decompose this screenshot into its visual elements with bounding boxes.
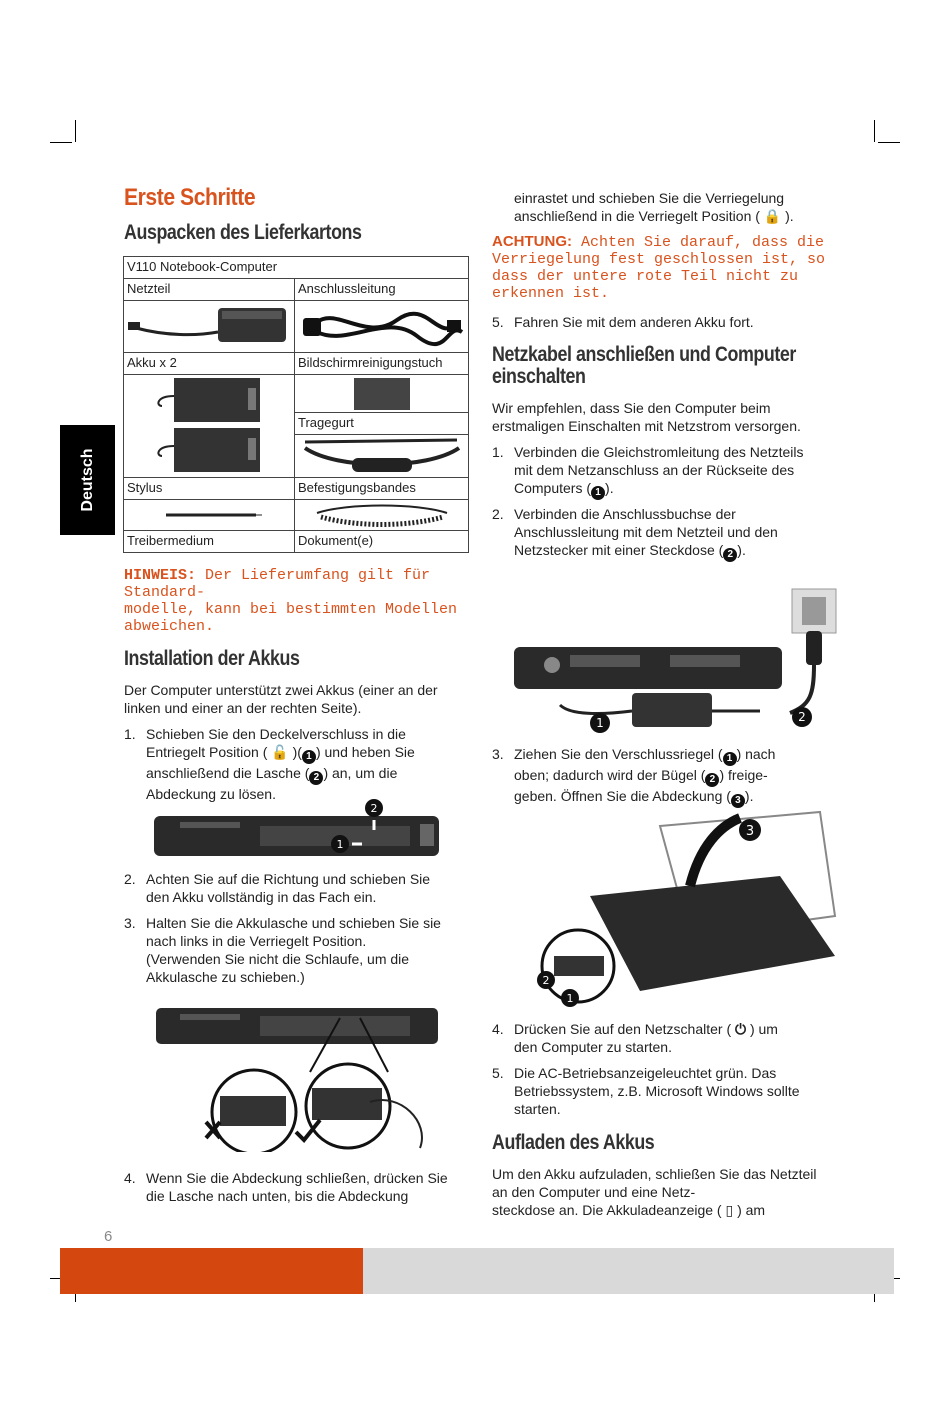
note-achtung [492, 233, 852, 302]
callout-1-icon: 1 [591, 486, 605, 500]
step-text: Anschlussleitung mit dem Netzteil und den [514, 524, 778, 540]
step-text: oben; dadurch wird der Bügel ( [514, 767, 706, 783]
step-4-continued [514, 189, 854, 225]
note-text: Verriegelung fest geschlossen ist, so [492, 251, 826, 268]
table-cell-anschlussleitung: Anschlussleitung [294, 278, 469, 301]
step-text: ) und heben Sie [315, 744, 415, 760]
crop-mark [75, 120, 76, 142]
step-text: Fahren Sie mit dem anderen Akku fort. [514, 314, 754, 330]
step-text: ) an, um die [323, 765, 398, 781]
table-cell-treiber: Treibermedium [123, 530, 295, 553]
open-lid-illustration [530, 806, 840, 1011]
battery-intro [124, 681, 474, 717]
step-text: Netzstecker mit einer Steckdose ( [514, 542, 724, 558]
strap-illustration [297, 436, 467, 476]
stylus-illustration [126, 501, 292, 529]
step-text: Entriegelt Position ( [146, 744, 268, 760]
step-text: geben. Öffnen Sie die Abdeckung ( [514, 788, 731, 804]
step-text: starten. [514, 1101, 561, 1117]
step-text: den Computer zu starten. [514, 1039, 672, 1055]
step-text: die Lasche nach unten, bis die Abdeckung [146, 1188, 409, 1204]
crop-mark [874, 120, 875, 142]
section-heading-power [492, 344, 796, 388]
crop-mark [878, 142, 900, 143]
step-text: Achten Sie auf die Richtung und schieben Sie [146, 871, 431, 887]
step-text: den Akku vollständig in das Fach ein. [146, 889, 377, 905]
step-text: Wenn Sie die Abdeckung schließen, drücken Sie [146, 1170, 448, 1186]
note-text: erkennen ist. [492, 285, 610, 302]
note-label: ACHTUNG: [492, 233, 572, 250]
step-text: Abdeckung zu lösen. [146, 786, 276, 802]
table-cell-dokument: Dokument(e) [294, 530, 469, 553]
step-text: nach links in die Verriegelt Position. [146, 933, 367, 949]
step-text: mit dem Netzanschluss an der Rückseite des [514, 462, 795, 478]
power-intro [492, 399, 842, 435]
battery-latch-illustration [150, 796, 445, 860]
cleaning-cloth-illustration [297, 376, 467, 412]
intro-line: Der Computer unterstützt zwei Akkus (einer an der [124, 682, 438, 698]
step-text: ). [737, 542, 746, 558]
intro-line: linken und einer an der rechten Seite). [124, 700, 362, 716]
svg-text:2: 2 [370, 802, 378, 815]
step-text: ). [744, 788, 754, 804]
note-hinweis [124, 567, 484, 635]
callout-2-icon: 2 [309, 771, 323, 785]
crop-mark [50, 142, 72, 143]
step-text: anschließend die Lasche ( [146, 765, 310, 781]
note-text: dass der untere rote Teil nicht zu [492, 268, 799, 285]
section-heading-charging: Aufladen des Akkus [492, 1131, 655, 1154]
adapter-illustration [126, 302, 292, 352]
step-text: ) um [749, 1021, 778, 1037]
svg-text:2: 2 [798, 710, 806, 724]
tether-illustration [297, 501, 467, 529]
section-heading-battery: Installation der Akkus [124, 647, 300, 670]
step-number: 4. [124, 1170, 136, 1186]
note-text: modelle, kann bei bestimmten Modellen [124, 601, 458, 618]
note-label: HINWEIS: [124, 567, 197, 584]
step-number: 5. [492, 314, 504, 330]
step-number: 3. [124, 915, 136, 931]
table-cell-akku: Akku x 2 [123, 352, 295, 375]
step-text: ). [605, 480, 614, 496]
battery-lock-illustration [150, 1002, 450, 1152]
charge-line: ) am [737, 1202, 766, 1218]
step-text: Computers ( [514, 480, 592, 496]
step-text: einrastet und schieben Sie die Verriegelung [514, 190, 785, 206]
callout-1-icon: 1 [723, 752, 737, 766]
charging-text [492, 1165, 852, 1219]
footer-bar-accent [60, 1248, 363, 1294]
table-cell-stylus: Stylus [123, 477, 295, 500]
step-text: ). [785, 208, 794, 224]
page-title: Erste Schritte [124, 184, 256, 211]
step-text: Betriebssystem, z.B. Microsoft Windows sollte [514, 1083, 800, 1099]
language-tab-label: Deutsch [78, 448, 96, 512]
table-cell-befestigung: Befestigungsbandes [294, 477, 469, 500]
charge-line: an den Computer und eine Netz- [492, 1184, 696, 1200]
svg-text:1: 1 [596, 716, 604, 730]
svg-text:2: 2 [542, 974, 550, 987]
power-icon: ⏻ [735, 1021, 747, 1037]
table-row-notebook: V110 Notebook-Computer [123, 256, 469, 279]
note-text: abweichen. [124, 618, 215, 635]
footer-bar [363, 1248, 894, 1294]
table-cell-tragegurt: Tragegurt [294, 412, 469, 435]
language-tab [60, 425, 115, 535]
step-text: Verbinden die Anschlussbuchse der [514, 506, 736, 522]
step-text: Akkulasche zu schieben.) [146, 969, 305, 985]
step-number: 2. [124, 871, 136, 887]
callout-1-icon: 1 [302, 750, 316, 764]
svg-text:1: 1 [566, 992, 574, 1005]
table-cell-bildschirm: Bildschirmreinigungstuch [294, 352, 469, 375]
intro-line: Wir empfehlen, dass Sie den Computer beim [492, 400, 771, 416]
section-heading-unpack: Auspacken des Lieferkartons [124, 221, 362, 244]
battery-charge-icon: ▯ [725, 1202, 734, 1218]
step-text: Verbinden die Gleichstromleitung des Netzteils [514, 444, 804, 460]
power-cord-illustration [297, 302, 467, 352]
step-number: 2. [492, 506, 504, 522]
charge-line: steckdose an. Die Akkuladeanzeige ( [492, 1202, 722, 1218]
note-text: Achten Sie darauf, dass die [572, 234, 825, 251]
step-text: ) freige- [719, 767, 768, 783]
table-cell-netzteil: Netzteil [123, 278, 295, 301]
step-text: Schieben Sie den Deckelverschluss in die [146, 726, 406, 742]
heading-line: Netzkabel anschließen und Computer [492, 343, 796, 366]
step-text: ) nach [736, 746, 776, 762]
page-number: 6 [104, 1228, 113, 1245]
unlock-icon: 🔓 [271, 744, 289, 760]
step-text: Halten Sie die Akkulasche und schieben Sie sie [146, 915, 441, 931]
intro-line: erstmaligen Einschalten mit Netzstrom versorgen. [492, 418, 801, 434]
power-connection-illustration [510, 585, 840, 740]
step-text: (Verwenden Sie nicht die Schlaufe, um die [146, 951, 410, 967]
callout-2-icon: 2 [723, 548, 737, 562]
heading-line: einschalten [492, 365, 586, 388]
step-number: 1. [124, 726, 136, 742]
step-number: 5. [492, 1065, 504, 1081]
lock-icon: 🔒 [763, 208, 782, 224]
charge-line: Um den Akku aufzuladen, schließen Sie das Netzteil [492, 1166, 817, 1182]
step-text: Drücken Sie auf den Netzschalter ( [514, 1021, 732, 1037]
step-number: 3. [492, 746, 504, 762]
step-text: Ziehen Sie den Verschlussriegel ( [514, 746, 723, 762]
svg-text:3: 3 [745, 824, 755, 839]
step-number: 1. [492, 444, 504, 460]
svg-text:1: 1 [336, 838, 344, 851]
callout-2-icon: 2 [705, 773, 719, 787]
note-text: Der Lieferumfang gilt für Standard- [124, 567, 431, 601]
step-number: 4. [492, 1021, 504, 1037]
step-text: )( [292, 744, 302, 760]
step-text: anschließend in die Verriegelt Position ( [514, 208, 760, 224]
callout-3-icon: 3 [731, 794, 745, 808]
battery-illustration [126, 376, 292, 476]
step-text: Die AC-Betriebsanzeigeleuchtet grün. Das [514, 1065, 777, 1081]
